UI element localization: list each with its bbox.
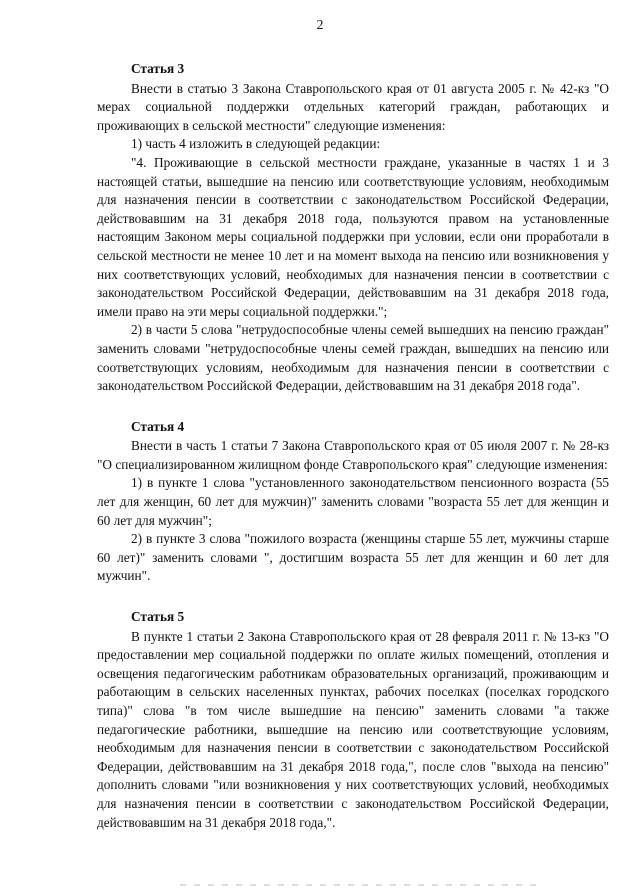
article-paragraph: 1) часть 4 изложить в следующей редакции: <box>131 136 381 152</box>
article-5 <box>97 608 609 832</box>
article-paragraph: 1) в пункте 1 слова "установленного законодательством пенсионного возраста (55 лет для женщин, 60 лет для мужчин)" заменить словами "возраста 55 лет для женщин и 60 лет для мужчин"; <box>97 475 609 528</box>
article-heading: Статья 4 <box>131 418 185 434</box>
article-heading: Статья 3 <box>131 61 185 76</box>
article-paragraph: Внести в часть 1 статьи 7 Закона Ставропольского края от 05 июля 2007 г. № 28-кз "О специализированном жилищном фонде Ставропольского края" следующие изменения: <box>97 438 609 472</box>
scan-artifact <box>180 884 540 886</box>
article-paragraph: 2) в части 5 слова "нетрудоспособные члены семей вышедших на пенсию граждан" заменить словами "нетрудоспособные члены семей граждан, вышедших на пенсию или соответствующих условиям, необходимым для назначения пенсии в соответствии с законодательством Российской Федерации, действовавшим на 31 декабря 2018 года". <box>97 322 609 394</box>
article-3 <box>97 60 609 396</box>
article-paragraph: 2) в пункте 3 слова "пожилого возраста (женщины старше 55 лет, мужчины старше 60 лет)" заменить словами ", достигшим возраста 55 лет для женщин и 60 лет для мужчин". <box>97 531 609 584</box>
document-body <box>97 60 609 854</box>
article-4 <box>97 418 609 586</box>
article-paragraph: Внести в статью 3 Закона Ставропольского края от 01 августа 2005 г. № 42-кз "О мерах социальной поддержки отдельных категорий граждан, работающих и проживающих в сельской местности" следующие изменения: <box>97 80 609 133</box>
page-number: 2 <box>316 18 324 33</box>
article-paragraph: "4. Проживающие в сельской местности граждане, указанные в частях 1 и 3 настоящей статьи, вышедшие на пенсию или соответствующие условиям, необходимым для назначения пенсии в соответствии с законодательством Российской Федерации, действовавшим на 31 декабря 2018 года, пользуются правом на установленные настоящим Законом меры социальной поддержки при условии, если они проработали в сельской местности не менее 10 лет и на момент выхода на пенсию или возникновения у них соответствующих условий, необходимых для назначения пенсии в соответствии с законодательством Российской Федерации, действовавшим на 31 декабря 2018 года, имели право на эти меры социальной поддержки."; <box>97 154 609 319</box>
article-heading: Статья 5 <box>131 609 185 625</box>
article-paragraph: В пункте 1 статьи 2 Закона Ставропольского края от 28 февраля 2011 г. № 13-кз "О предоставлении мер социальной поддержки по оплате жилых помещений, отопления и освещения педагогическим работникам образовательных организаций, проживающим и работающим в сельских населенных пунктах, рабочих поселках (поселках городского типа)" слова "в том числе вышедшие на пенсию" заменить словами "а также педагогические работники, вышедшие на пенсию или соответствующие условиям, необходимым для назначения пенсии в соответствии с законодательством Российской Федерации, действовавшим на 31 декабря 2018 года,", после слов "выхода на пенсию" дополнить словами "или возникновения у них соответствующих условий, необходимых для назначения пенсии в соответствии с законодательством Российской Федерации, действовавшим на 31 декабря 2018 года,". <box>97 628 609 830</box>
